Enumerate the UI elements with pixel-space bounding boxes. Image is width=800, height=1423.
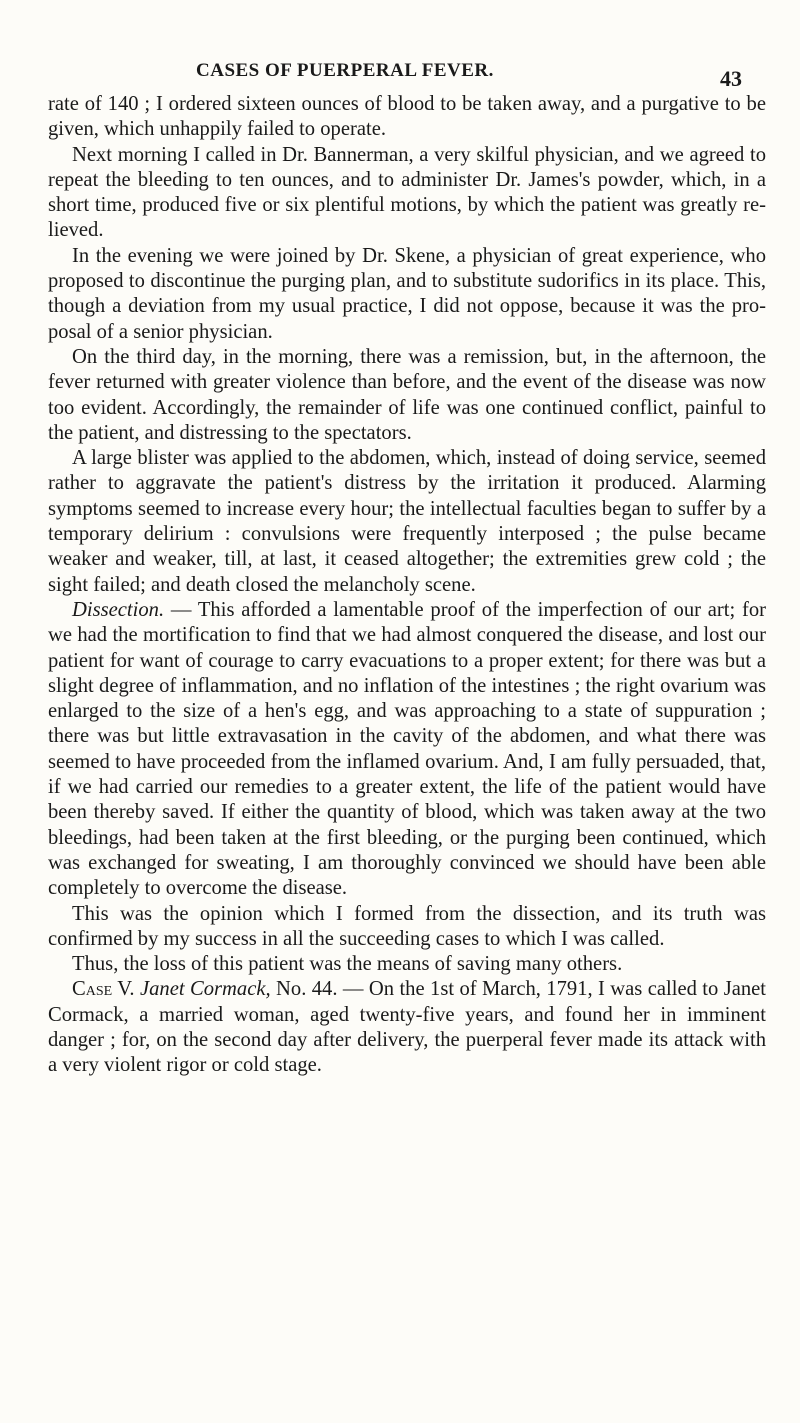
case-text: No. 44. — On the 1st of March, 1791, I was called to Janet Cormack, a married woman, aged twenty-five years, and found her in imminent danger ; for, on the second day after delivery, the puerperal fever made its attack with a very violent rigor or cold stage. bbox=[48, 978, 767, 1077]
dissection-paragraph bbox=[48, 598, 766, 902]
page-number: 43 bbox=[720, 66, 742, 91]
paragraph-2: Next morning I called in Dr. Bannerman, a very skilful physician, and we agreed to repeat the bleeding to ten ounces, and to administer Dr. James's powder, which, in a short time, produced five or six plentiful motions, by which the patient was greatly relieved. bbox=[48, 143, 766, 242]
dissection-text: — This afforded a lamentable proof of the imperfection of our art; for we had the mortification to find that we had almost conquered the disease, and lost our patient for want of courage to carry evacuations to a proper extent; for there was but a slight degree of inflammation, and no inflation of the intestines ; the right ovarium was enlarged to the size of a hen's egg, and was approaching to a state of suppuration ; there was but little extravasation in the cavity of the abdomen, and what there was seemed to have proceeded from the inflamed ovarium. And, I am fully persuaded, that, if we had carried our remedies to a greater extent, the life of the patient would have been thereby saved. If either the quantity of blood, which was taken away at the two bleedings, had been taken at the first bleeding, or the purging been continued, which was exchanged for sweating, I am thoroughly convinced we should have been able completely to overcome the disease. bbox=[48, 598, 766, 900]
running-head bbox=[0, 60, 800, 91]
paragraph-1: rate of 140 ; I ordered sixteen ounces of blood to be taken away, and a purgative to be given, which unhappily failed to operate. bbox=[48, 93, 766, 141]
paragraph-opinion: This was the opinion which I formed from the dissection, and its truth was confirmed by my success in all the succeeding cases to which I was called. bbox=[48, 902, 766, 950]
case-patient-name: Janet Cormack, bbox=[139, 978, 271, 1001]
paragraph-5: A large blister was applied to the abdomen, which, instead of doing service, seemed rather to aggravate the patient's distress by the irritation it produced. Alarming symptoms seemed to increase every hour; the intellectual faculties began to suffer by a temporary delirium : convulsions were frequently interposed ; the pulse became weaker and weaker, till, at last, it ceased altogether; the extremities grew cold ; the sight failed; and death closed the melancholy scene. bbox=[48, 447, 766, 596]
paragraph-4: On the third day, in the morning, there was a remission, but, in the afternoon, the fever returned with greater violence than before, and the event of the disease was now too evident. Accordingly, the remainder of life was one continued conflict, painful to the patient, and distressing to the spectators. bbox=[48, 345, 766, 444]
dissection-label: Dissection. bbox=[72, 598, 165, 621]
paragraph-thus: Thus, the loss of this patient was the means of saving many others. bbox=[72, 953, 623, 976]
paragraph-3: In the evening we were joined by Dr. Skene, a physician of great experience, who proposed to discontinue the purging plan, and to substitute sudorifics in its place. This, though a deviation from my usual practice, I did not oppose, because it was the proposal of a senior physician. bbox=[48, 244, 766, 343]
body-text bbox=[48, 92, 766, 1079]
case-label: Case V. bbox=[72, 978, 135, 1001]
case-paragraph bbox=[48, 977, 766, 1078]
running-title: CASES OF PUERPERAL FEVER. bbox=[196, 60, 494, 81]
